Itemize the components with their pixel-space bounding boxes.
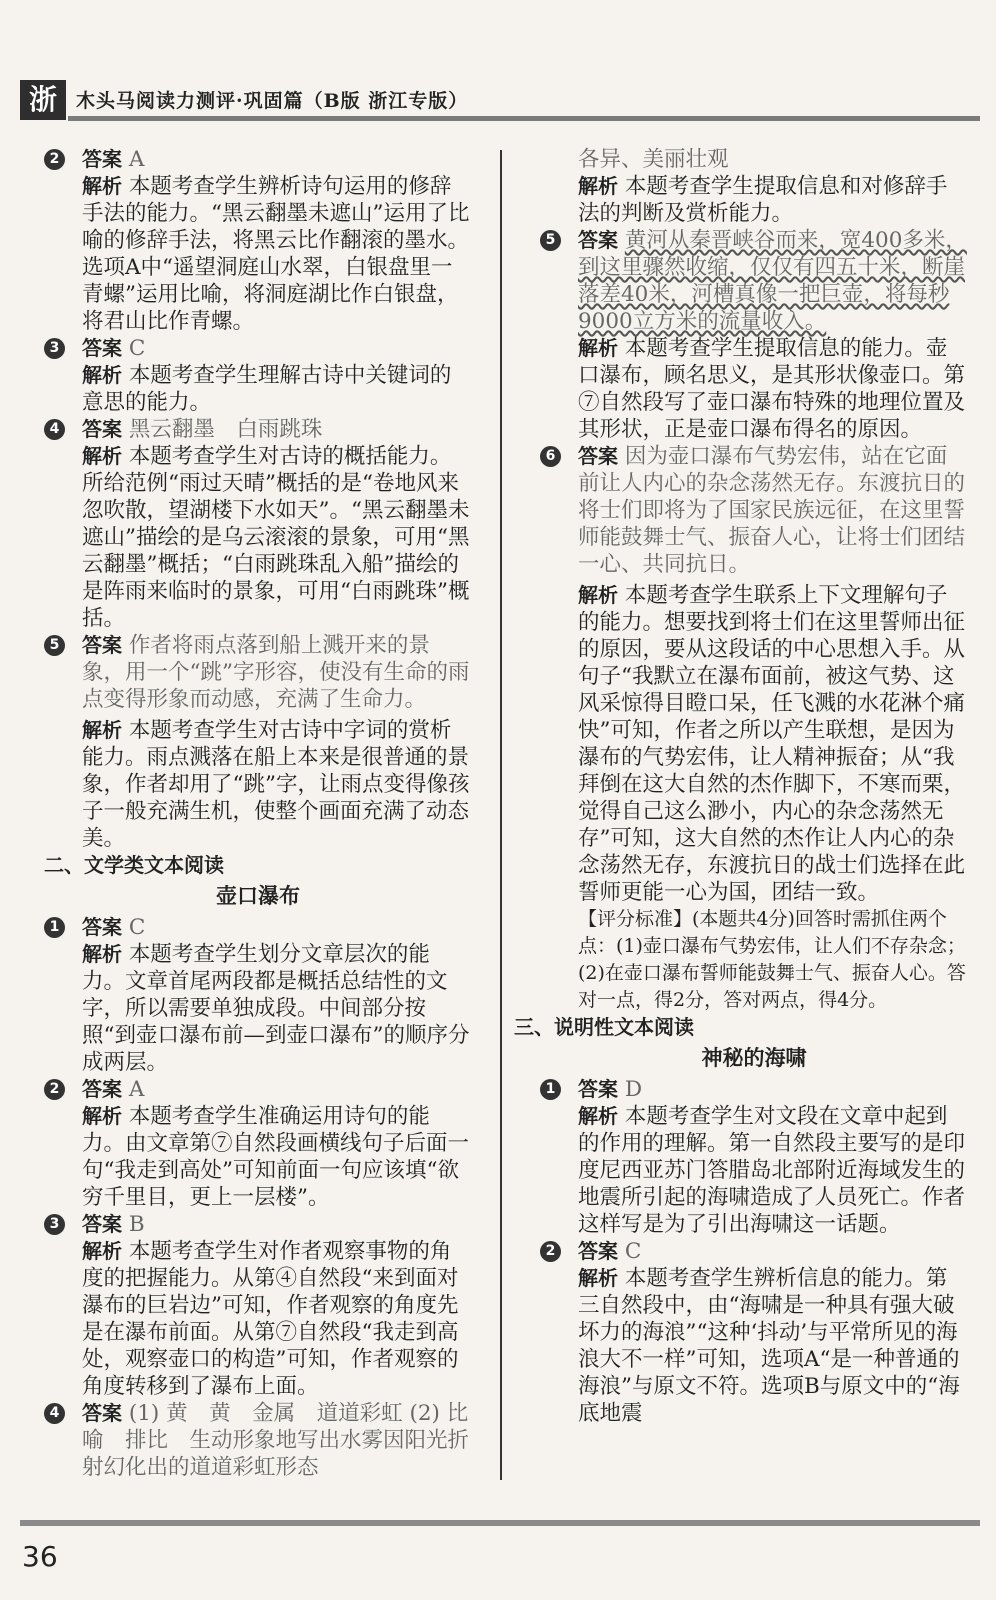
answer-text: 作者将雨点落到船上溅开来的景象，用一个“跳”字形容，使没有生命的雨点变得形象而动感，充满了生命力。 bbox=[82, 633, 470, 712]
province-logo-icon: 浙 bbox=[20, 80, 66, 120]
question-2: 2 答案 A 解析 本题考查学生辨析诗句运用的修辞手法的能力。“黑云翻墨未遮山”运用了比喻的修辞手法，将黑云比作翻滚的墨水。选项A中“遥望洞庭山水翠，白银盘里一青螺”运用比喻，将洞庭湖比作白银盘，将君山比作青螺。 bbox=[44, 146, 472, 335]
question-number-badge: 5 bbox=[44, 635, 65, 656]
question-s2-2: 2 答案 A 解析 本题考查学生准确运用诗句的能力。由文章第⑦自然段画横线句子后面一句“我走到高处”可知前面一句应该填“欲穷千里目，更上一层楼”。 bbox=[44, 1076, 472, 1211]
question-s2-1: 1 答案 C 解析 本题考查学生划分文章层次的能力。文章首尾两段都是概括总结性的文字，所以需要单独成段。中间部分按照“到壶口瀑布前—到壶口瀑布”的顺序分成两层。 bbox=[44, 914, 472, 1076]
section-heading: 二、文学类文本阅读 bbox=[44, 853, 224, 877]
question-number-badge: 1 bbox=[540, 1079, 561, 1100]
book-title: 木头马阅读力测评·巩固篇（B版 浙江专版） bbox=[76, 90, 469, 112]
question-number-badge: 6 bbox=[540, 446, 561, 467]
article-title: 神秘的海啸 bbox=[701, 1046, 807, 1070]
analysis-text: 本题考查学生提取信息的能力。壶口瀑布，顾名思义，是其形状像壶口。第⑦自然段写了壶口瀑布特殊的地理位置及其形状，正是壶口瀑布得名的原因。 bbox=[578, 336, 966, 442]
question-s2-6: 6 答案 因为壶口瀑布气势宏伟，站在它面前让人内心的杂念荡然无存。东渡抗日的将士们即将为了国家民族远征，在这里誓师能鼓舞士气、振奋人心，让将士们团结一心、共同抗日。 解析 本题考查学生联系上下文理解句子的能力。想要找到将士们在这里誓师出征的原因，要从这段话的中心思想入手。从句子“我默立在瀑布面前，被这气势、这风采惊得目瞪口呆，任飞溅的水花淋个痛快”可知，作者之所以产生联想，是因为瀑布的气势宏伟，让人精神振奋；从“我拜倒在这大自然的杰作脚下，不寒而栗，觉得自己这么渺小，内心的杂念荡然无存”可知，这大自然的杰作让人内心的杂念荡然无存，东渡抗日的战士们选择在此誓师更能一心为国，团结一致。 【评分标准】(本题共4分)回答时需抓住两个点：(1)壶口瀑布气势宏伟，让人们不存杂念；(2)在壶口瀑布誓师能鼓舞士气、振奋人心。答对一点，得2分，答对两点，得4分。 bbox=[540, 443, 968, 1014]
answer-text: 因为壶口瀑布气势宏伟，站在它面前让人内心的杂念荡然无存。东渡抗日的将士们即将为了国家民族远征，在这里誓师能鼓舞士气、振奋人心，让将士们团结一心、共同抗日。 bbox=[578, 444, 966, 577]
grading-criteria: 【评分标准】(本题共4分)回答时需抓住两个点：(1)壶口瀑布气势宏伟，让人们不存杂念；(2)在壶口瀑布誓师能鼓舞士气、振奋人心。答对一点，得2分，答对两点，得4分。 bbox=[578, 908, 966, 1011]
article-title: 壶口瀑布 bbox=[216, 884, 300, 908]
section-heading: 三、说明性文本阅读 bbox=[514, 1015, 694, 1039]
question-number-badge: 4 bbox=[44, 1403, 65, 1424]
analysis-text: 本题考查学生准确运用诗句的能力。由文章第⑦自然段画横线句子后面一句“我走到高处”可知前面一句应该填“欲穷千里目，更上一层楼”。 bbox=[82, 1104, 470, 1210]
analysis-text: 本题考查学生划分文章层次的能力。文章首尾两段都是概括总结性的文字，所以需要单独成段。中间部分按照“到壶口瀑布前—到壶口瀑布”的顺序分成两层。 bbox=[82, 942, 470, 1075]
answer-text: 黄河从秦晋峡谷而来，宽400多米，到这里骤然收缩，仅仅有四五十米，断崖落差40米，河槽真像一把巨壶，将每秒9000立方米的流量收入。 bbox=[578, 228, 967, 334]
question-number-badge: 3 bbox=[44, 338, 65, 359]
question-5: 5 答案 作者将雨点落到船上溅开来的景象，用一个“跳”字形容，使没有生命的雨点变得形象而动感，充满了生命力。 解析 本题考查学生对古诗中字词的赏析能力。雨点溅落在船上本来是很普通的景象，作者却用了“跳”字，让雨点变得像孩子一般充满生机，使整个画面充满了动态美。 bbox=[44, 632, 472, 852]
question-number-badge: 2 bbox=[44, 1079, 65, 1100]
header-rule bbox=[68, 116, 980, 121]
answer-text: B bbox=[128, 1212, 145, 1237]
question-number-badge: 4 bbox=[44, 419, 65, 440]
answer-text-continued: 各异、美丽壮观 bbox=[578, 147, 729, 172]
answer-text: C bbox=[128, 915, 146, 940]
question-number-badge: 3 bbox=[44, 1214, 65, 1235]
analysis-text: 本题考查学生对古诗的概括能力。所给范例“雨过天晴”概括的是“卷地风来忽吹散，望湖楼下水如天”。“黑云翻墨未遮山”描绘的是乌云滚滚的景象，可用“黑云翻墨”概括；“白雨跳珠乱入船”描绘的是阵雨来临时的景象，可用“白雨跳珠”概括。 bbox=[82, 444, 470, 631]
analysis-text: 本题考查学生辨析信息的能力。第三自然段中，由“海啸是一种具有强大破坏力的海浪”“这种‘抖动’与平常所见的海浪大不一样”可知，选项A“是一种普通的海浪”与原文不符。选项B与原文中的“海底地震 bbox=[578, 1266, 960, 1426]
answer-text: C bbox=[624, 1239, 642, 1264]
question-number-badge: 2 bbox=[540, 1241, 561, 1262]
answer-text: A bbox=[128, 147, 145, 172]
question-4: 4 答案 黑云翻墨 白雨跳珠 解析 本题考查学生对古诗的概括能力。所给范例“雨过天晴”概括的是“卷地风来忽吹散，望湖楼下水如天”。“黑云翻墨未遮山”描绘的是乌云滚滚的景象，可用“黑云翻墨”概括；“白雨跳珠乱入船”描绘的是阵雨来临时的景象，可用“白雨跳珠”概括。 bbox=[44, 416, 472, 632]
analysis-text: 本题考查学生理解古诗中关键词的意思的能力。 bbox=[82, 363, 452, 415]
question-s2-5: 5 答案 黄河从秦晋峡谷而来，宽400多米，到这里骤然收缩，仅仅有四五十米，断崖落差40米，河槽真像一把巨壶，将每秒9000立方米的流量收入。 解析 本题考查学生提取信息的能力。壶口瀑布，顾名思义，是其形状像壶口。第⑦自然段写了壶口瀑布特殊的地理位置及其形状，正是壶口瀑布得名的原因。 bbox=[540, 227, 968, 443]
answer-text: A bbox=[128, 1077, 145, 1102]
analysis-text: 本题考查学生对古诗中字词的赏析能力。雨点溅落在船上本来是很普通的景象，作者却用了“跳”字，让雨点变得像孩子一般充满生机，使整个画面充满了动态美。 bbox=[82, 718, 470, 851]
question-s2-3: 3 答案 B 解析 本题考查学生对作者观察事物的角度的把握能力。从第④自然段“来到面对瀑布的巨岩边”可知，作者观察的角度先是在瀑布前面。从第⑦自然段“我走到高处，观察壶口的构造”可知，作者观察的角度转移到了瀑布上面。 bbox=[44, 1211, 472, 1400]
question-s3-1: 1 答案 D 解析 本题考查学生对文段在文章中起到的作用的理解。第一自然段主要写的是印度尼西亚苏门答腊岛北部附近海域发生的地震所引起的海啸造成了人员死亡。作者这样写是为了引出海啸这一话题。 bbox=[540, 1076, 968, 1238]
answer-text: D bbox=[624, 1077, 643, 1102]
analysis-text: 本题考查学生辨析诗句运用的修辞手法的能力。“黑云翻墨未遮山”运用了比喻的修辞手法，将黑云比作翻滚的墨水。选项A中“遥望洞庭山水翠，白银盘里一青螺”运用比喻，将洞庭湖比作白银盘，将君山比作青螺。 bbox=[82, 174, 470, 334]
question-s2-4: 4 答案 (1) 黄 黄 金属 道道彩虹 (2) 比喻 排比 生动形象地写出水雾因阳光折射幻化出的道道彩虹形态 bbox=[44, 1400, 472, 1481]
left-column bbox=[44, 146, 472, 1481]
page-number: 36 bbox=[22, 1540, 58, 1573]
answer-text: C bbox=[128, 336, 146, 361]
column-divider bbox=[500, 150, 502, 1480]
footer-rule bbox=[20, 1520, 980, 1526]
question-number-badge: 5 bbox=[540, 230, 561, 251]
page-header bbox=[20, 72, 980, 124]
answer-text: (1) 黄 黄 金属 道道彩虹 (2) 比喻 排比 生动形象地写出水雾因阳光折射幻化出的道道彩虹形态 bbox=[82, 1401, 470, 1480]
analysis-text: 本题考查学生提取信息和对修辞手法的判断及赏析能力。 bbox=[578, 174, 948, 226]
question-s3-2: 2 答案 C 解析 本题考查学生辨析信息的能力。第三自然段中，由“海啸是一种具有强大破坏力的海浪”“这种‘抖动’与平常所见的海浪大不一样”可知，选项A“是一种普通的海浪”与原文不符。选项B与原文中的“海底地震 bbox=[540, 1238, 968, 1427]
right-column bbox=[514, 146, 968, 1427]
question-3: 3 答案 C 解析 本题考查学生理解古诗中关键词的意思的能力。 bbox=[44, 335, 472, 416]
question-s2-4-continued: 各异、美丽壮观 解析 本题考查学生提取信息和对修辞手法的判断及赏析能力。 bbox=[540, 146, 968, 227]
analysis-text: 本题考查学生对文段在文章中起到的作用的理解。第一自然段主要写的是印度尼西亚苏门答腊岛北部附近海域发生的地震所引起的海啸造成了人员死亡。作者这样写是为了引出海啸这一话题。 bbox=[578, 1104, 966, 1237]
answer-text: 黑云翻墨 白雨跳珠 bbox=[128, 417, 323, 442]
analysis-text: 本题考查学生联系上下文理解句子的能力。想要找到将士们在这里誓师出征的原因，要从这段话的中心思想入手。从句子“我默立在瀑布面前，被这气势、这风采惊得目瞪口呆，任飞溅的水花淋个痛快”可知，作者之所以产生联想，是因为瀑布的气势宏伟，让人精神振奋；从“我拜倒在这大自然的杰作脚下，不寒而栗，觉得自己这么渺小，内心的杂念荡然无存”可知，这大自然的杰作让人内心的杂念荡然无存，东渡抗日的战士们选择在此誓师更能一心为国，团结一致。 bbox=[578, 583, 966, 905]
question-number-badge: 2 bbox=[44, 149, 65, 170]
question-number-badge: 1 bbox=[44, 917, 65, 938]
analysis-text: 本题考查学生对作者观察事物的角度的把握能力。从第④自然段“来到面对瀑布的巨岩边”可知，作者观察的角度先是在瀑布前面。从第⑦自然段“我走到高处，观察壶口的构造”可知，作者观察的角度转移到了瀑布上面。 bbox=[82, 1239, 459, 1399]
